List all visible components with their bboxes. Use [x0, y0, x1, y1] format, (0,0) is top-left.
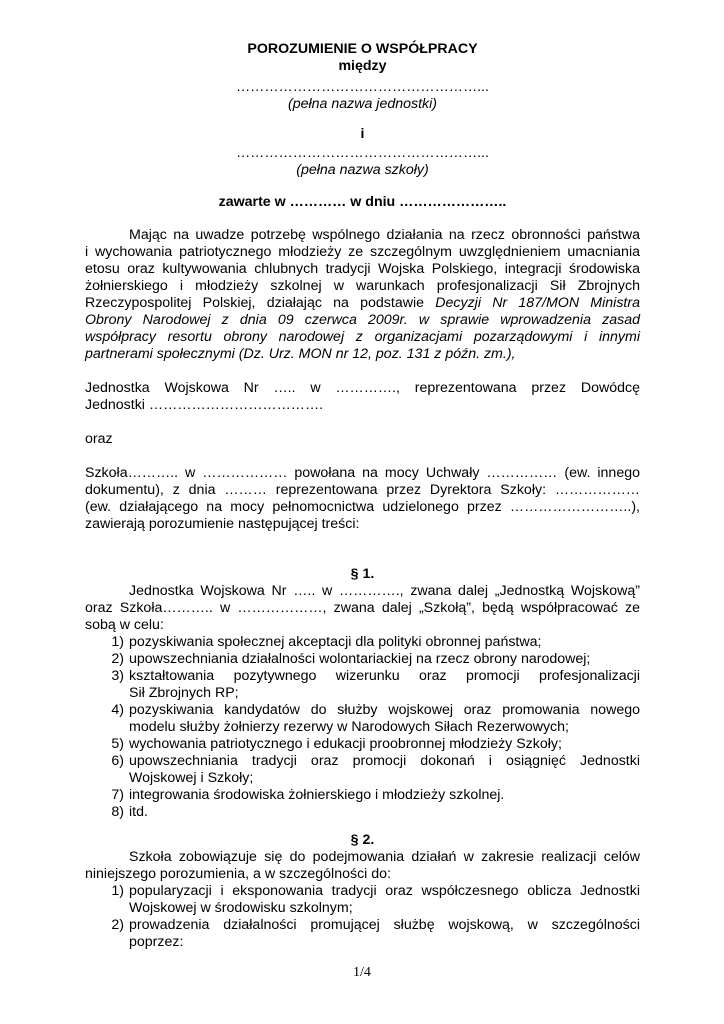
unit-party-line: Jednostki ……………………………….	[85, 397, 324, 413]
preamble-line: i wychowania patriotycznego młodzieży ze szczególnym uwzględnieniem umacniania	[85, 244, 640, 260]
concluded-line: zawarte w ………… w dniu …………………..	[218, 194, 507, 210]
page-number: 1/4	[353, 965, 371, 980]
preamble-line-text: Rzeczypospolitej Polskiej, działając na podstawie	[85, 295, 425, 311]
unit-party-line: Jednostka Wojskowa Nr ….. w …………., reprezentowana przez Dowódcę	[85, 380, 640, 396]
section-1-intro: oraz Szkoła……….. w ………………, zwana dalej „Szkołą”, będą współpracować ze	[85, 600, 640, 616]
preamble-italic-line: Obrony Narodowej z dnia 09 czerwca 2009r. w sprawie wprowadzenia zasad	[85, 312, 640, 328]
document-title: POROZUMIENIE O WSPÓŁPRACY	[247, 41, 478, 57]
section-2-intro: niniejszego porozumienia, a w szczególności do:	[85, 866, 391, 882]
preamble-line: etosu oraz kultywowania chlubnych tradycji Wojska Polskiego, integracji środowiska	[85, 261, 640, 277]
section-2-intro: Szkoła zobowiązuje się do podejmowania działań w zakresie realizacji celów	[129, 849, 640, 865]
school-name-placeholder: (pełna nazwa szkoły)	[296, 162, 429, 178]
preamble-line: żołnierskiego i młodzieży szkolnej w warunkach profesjonalizacji Sił Zbrojnych	[85, 278, 640, 294]
document-page: POROZUMIENIE O WSPÓŁPRACY między ……………………………………………... (pełna nazwa jednostki) i ……………………………………………... (pełna nazwa szkoły) zawarte w ………… w dniu ………………….. Mając na uwadze potrzebę wspólnego działania na rzecz obronności państwa i wychowania patriotycznego młodzieży ze szczególnym uwzględnieniem umacniania etosu oraz kultywowania chlubnych tradycji Wojska Polskiego, integracji środowiska żołnierskiego i młodzieży szkolnej w warunkach profesjonalizacji Sił Zbrojnych Rzeczypospolitej Polskiej, działając na podstawie Decyzji Nr 187/MON Ministra Obrony Narodowej z dnia 09 czerwca 2009r. w sprawie wprowadzenia zasad współpracy resortu obrony narodowej z organizacjami pozarządowymi i innymi partnerami społecznymi (Dz. Urz. MON nr 12, poz. 131 z późn. zm.), Jednostka Wojskowa Nr ….. w …………., reprezentowana przez Dowódcę Jednostki ………………………………. oraz Szkoła……….. w ……………… powołana na mocy Uchwały …………… (ew. innego dokumentu), z dnia ……… reprezentowana przez Dyrektora Szkoły: ……………… (ew. działającego na mocy pełnomocnictwa udzielonego przez ……………………..), zawierają porozumienie następującej treści: § 1. Jednostka Wojskowa Nr ….. w …………., zwana dalej „Jednostką Wojskową” oraz Szkoła……….. w ………………, zwana dalej „Szkołą”, będą współpracować ze sobą w celu: 1) pozyskiwania społecznej akceptacji dla polityki obronnej państwa; 2) upowszechniania działalności wolontariackiej na rzecz obrony narodowej; 3) kształtowania pozytywnego wizerunku oraz promocji profesjonalizacji Sił Zbrojnych RP; 4) pozyskiwania kandydatów do służby wojskowej oraz promowania nowego modelu służby żołnierzy rezerwy w Narodowych Siłach Rezerwowych; 5) wychowania patriotycznego i edukacji proobronnej młodzieży Szkoły; 6) upowszechniania tradycji oraz promocji dokonań i osiągnięć Jednostki Wojskowej i Szkoły; 7) integrowania środowiska żołnierskiego i młodzieży szkolnej. 8) itd. § 2. Szkoła zobowiązuje się do podejmowania działań w zakresie realizacji celów niniejszego porozumienia, a w szczególności do: 1) popularyzacji i eksponowania tradycji oraz współczesnego oblicza Jednostki Wojskowej w środowisku szkolnym; 2) prowadzenia działalności promującej służbę wojskową, w szczególności poprzez: 1/4	[0, 0, 724, 1024]
preamble-line: Mając na uwadze potrzebę wspólnego działania na rzecz obronności państwa	[129, 227, 640, 243]
decision-reference: Decyzji Nr 187/MON Ministra	[435, 295, 640, 311]
unit-name-placeholder: (pełna nazwa jednostki)	[287, 96, 438, 112]
section-1-intro: Jednostka Wojskowa Nr ….. w …………., zwana dalej „Jednostką Wojskową”	[129, 583, 640, 599]
school-name-blank: ……………………………………………...	[235, 145, 489, 161]
school-party-line: (ew. działającego na mocy pełnomocnictwa udzielonego przez ……………………..),	[85, 499, 640, 515]
school-party-line: Szkoła……….. w ……………… powołana na mocy Uchwały …………… (ew. innego	[85, 465, 640, 481]
school-party-line: dokumentu), z dnia ……… reprezentowana przez Dyrektora Szkoły: ………………	[85, 482, 640, 498]
and-label: i	[360, 126, 365, 142]
section-1-intro: sobą w celu:	[85, 617, 164, 633]
preamble-line	[85, 295, 640, 312]
section-2-heading: § 2.	[350, 832, 375, 848]
preamble-italic-line: partnerami społecznymi (Dz. Urz. MON nr 12, poz. 131 z późn. zm.),	[85, 346, 516, 362]
oraz-label: oraz	[85, 431, 113, 447]
between-label: między	[338, 58, 387, 74]
preamble-italic-line: współpracy resortu obrony narodowej z organizacjami pozarządowymi i innymi	[85, 329, 640, 345]
school-party-line: zawierają porozumienie następującej treści:	[85, 516, 360, 532]
section-1-heading: § 1.	[350, 566, 375, 582]
unit-name-blank: ……………………………………………...	[235, 79, 489, 95]
